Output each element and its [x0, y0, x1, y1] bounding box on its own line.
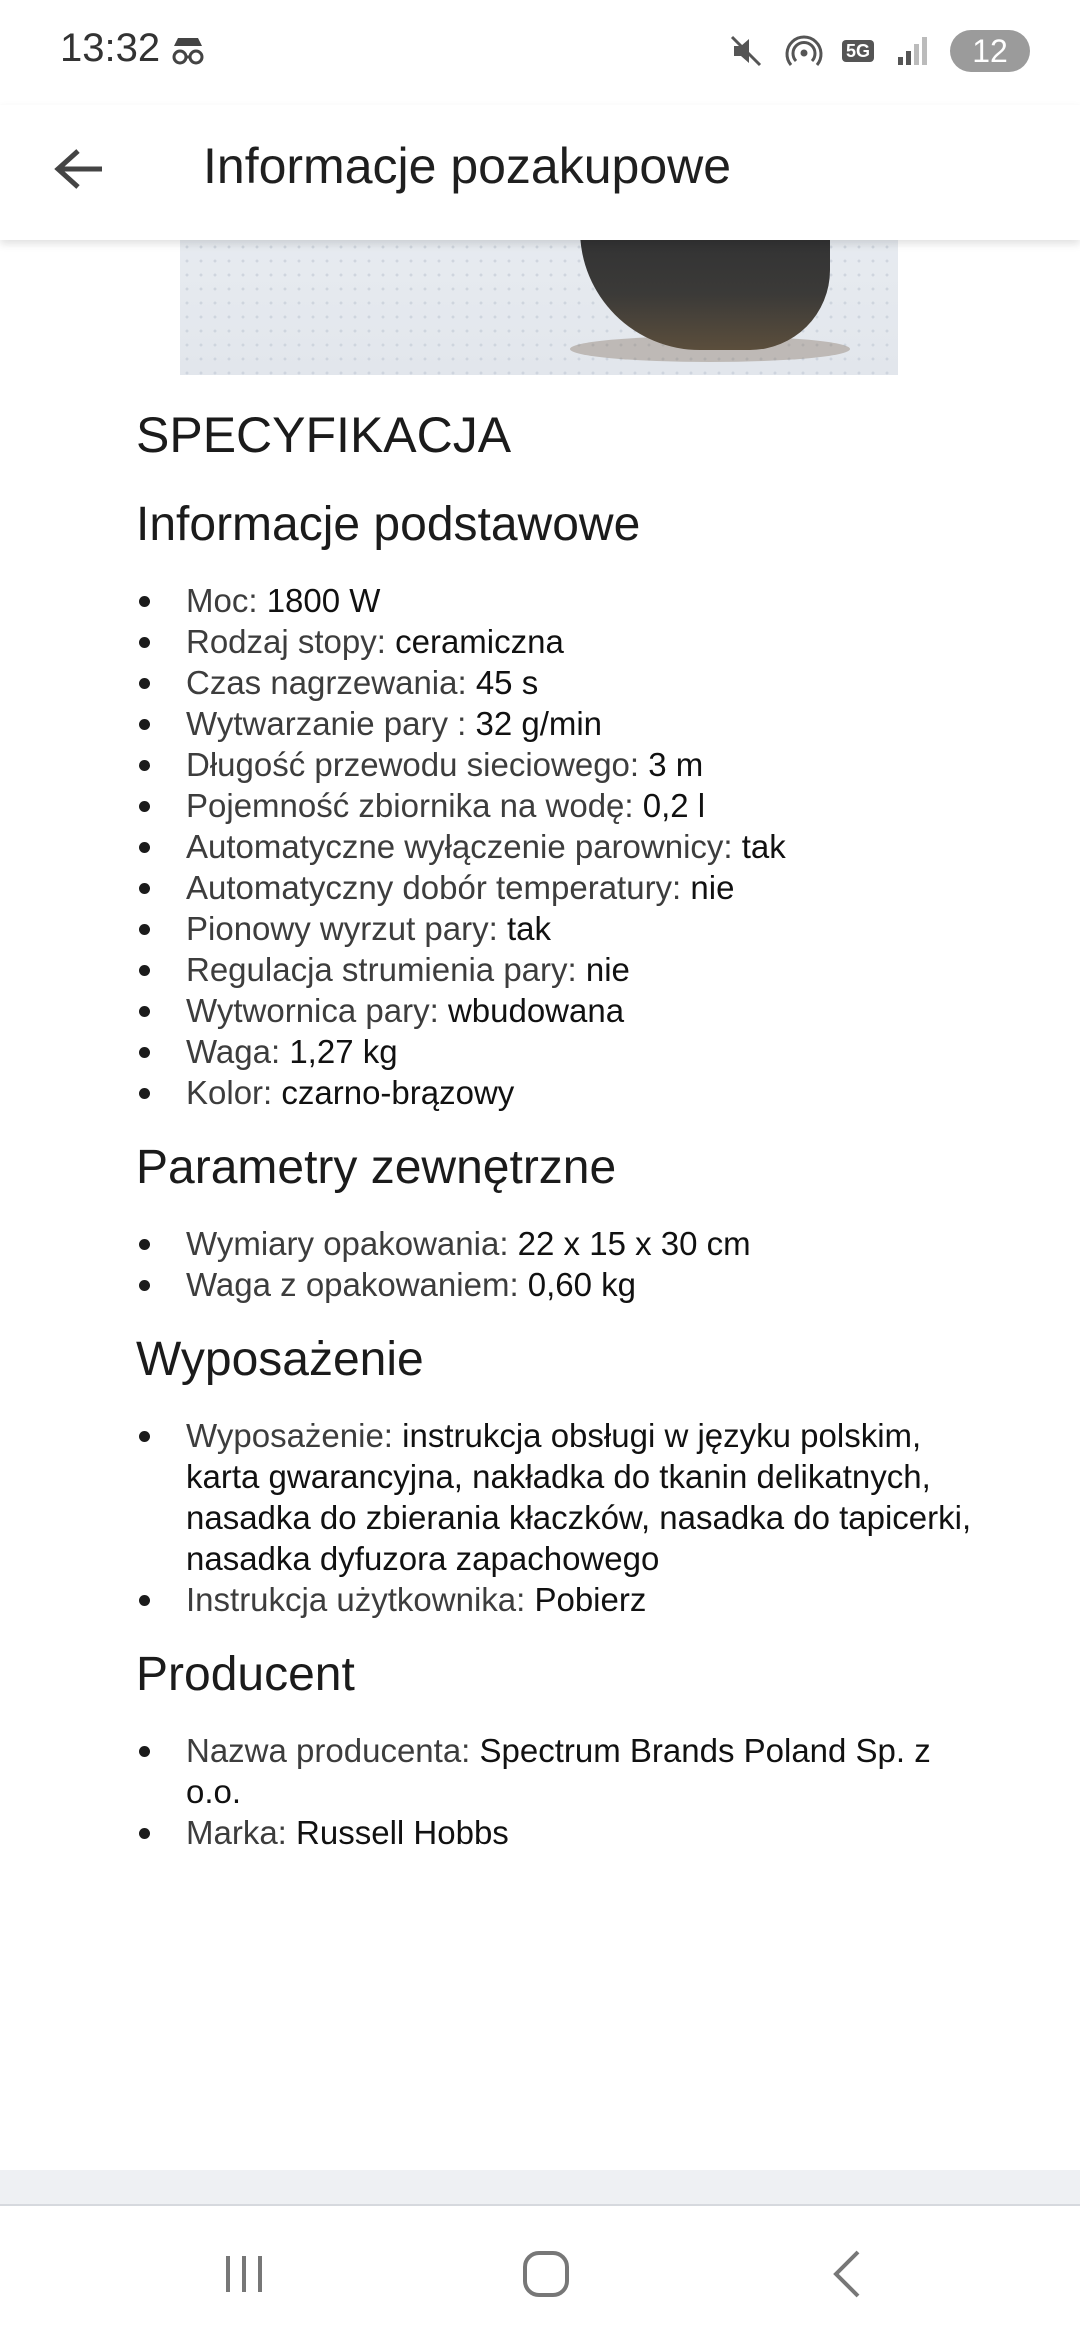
spec-item: Regulacja strumienia pary: nie — [136, 949, 986, 990]
spec-item: Automatyczny dobór temperatury: nie — [136, 867, 986, 908]
section-external-params — [136, 1133, 1080, 1305]
back-button[interactable] — [44, 133, 116, 205]
section-title: Producent — [136, 1648, 355, 1701]
mute-icon — [726, 31, 766, 71]
spec-item: Pionowy wyrzut pary: tak — [136, 908, 986, 949]
specification-content — [0, 400, 1080, 1853]
spec-list — [136, 580, 1080, 1113]
spec-list — [136, 1730, 1080, 1853]
download-manual-link[interactable]: Pobierz — [534, 1581, 647, 1618]
signal-icon — [892, 31, 932, 71]
spec-item: Pojemność zbiornika na wodę: 0,2 l — [136, 785, 986, 826]
recents-button[interactable] — [204, 2242, 284, 2306]
spec-item: Kolor: czarno-brązowy — [136, 1072, 986, 1113]
spec-item: Nazwa producenta: Spectrum Brands Poland Sp. z o.o. — [136, 1730, 986, 1812]
nav-back-icon — [828, 2248, 868, 2300]
system-navigation-bar — [0, 2206, 1080, 2340]
section-basic-info — [136, 490, 1080, 1113]
product-image — [180, 240, 898, 375]
spec-list — [136, 1415, 1080, 1620]
spec-item: Moc: 1800 W — [136, 580, 986, 621]
spec-item: Długość przewodu sieciowego: 3 m — [136, 744, 986, 785]
section-manufacturer — [136, 1640, 1080, 1853]
spec-item: Wytwarzanie pary : 32 g/min — [136, 703, 986, 744]
section-equipment — [136, 1325, 1080, 1620]
spec-item: Wyposażenie: instrukcja obsługi w języku polskim, karta gwarancyjna, nakładka do tkanin delikatnych, nasadka do zbierania kłaczków, nasadka do tapicerki, nasadka dyfuzora zapachowego — [136, 1415, 986, 1579]
nav-back-button[interactable] — [808, 2242, 888, 2306]
home-icon — [520, 2248, 572, 2300]
arrow-left-icon — [54, 147, 106, 191]
status-bar — [0, 0, 1080, 105]
hotspot-icon — [784, 31, 824, 71]
section-title: Wyposażenie — [136, 1333, 424, 1386]
spec-list — [136, 1223, 1080, 1305]
section-title: Parametry zewnętrzne — [136, 1141, 617, 1194]
spec-item: Wymiary opakowania: 22 x 15 x 30 cm — [136, 1223, 986, 1264]
spec-item: Waga: 1,27 kg — [136, 1031, 986, 1072]
spec-item: Rodzaj stopy: ceramiczna — [136, 621, 986, 662]
page-title: Informacje pozakupowe — [203, 138, 732, 194]
spec-item: Wytwornica pary: wbudowana — [136, 990, 986, 1031]
network-type-badge: 5G — [842, 40, 874, 62]
notification-count-badge: 12 — [950, 30, 1030, 72]
specification-heading: SPECYFIKACJA — [136, 407, 512, 463]
content-footer-divider — [0, 2170, 1080, 2206]
home-button[interactable] — [506, 2242, 586, 2306]
app-bar — [0, 105, 1080, 240]
spec-item: Instrukcja użytkownika: Pobierz — [136, 1579, 986, 1620]
spec-item: Czas nagrzewania: 45 s — [136, 662, 986, 703]
spec-item: Automatyczne wyłączenie parownicy: tak — [136, 826, 986, 867]
status-time: 13:32 — [60, 26, 161, 70]
incognito-icon — [168, 30, 208, 70]
spec-item: Waga z opakowaniem: 0,60 kg — [136, 1264, 986, 1305]
spec-item: Marka: Russell Hobbs — [136, 1812, 986, 1853]
recents-icon — [220, 2252, 268, 2296]
section-title: Informacje podstawowe — [136, 498, 641, 551]
